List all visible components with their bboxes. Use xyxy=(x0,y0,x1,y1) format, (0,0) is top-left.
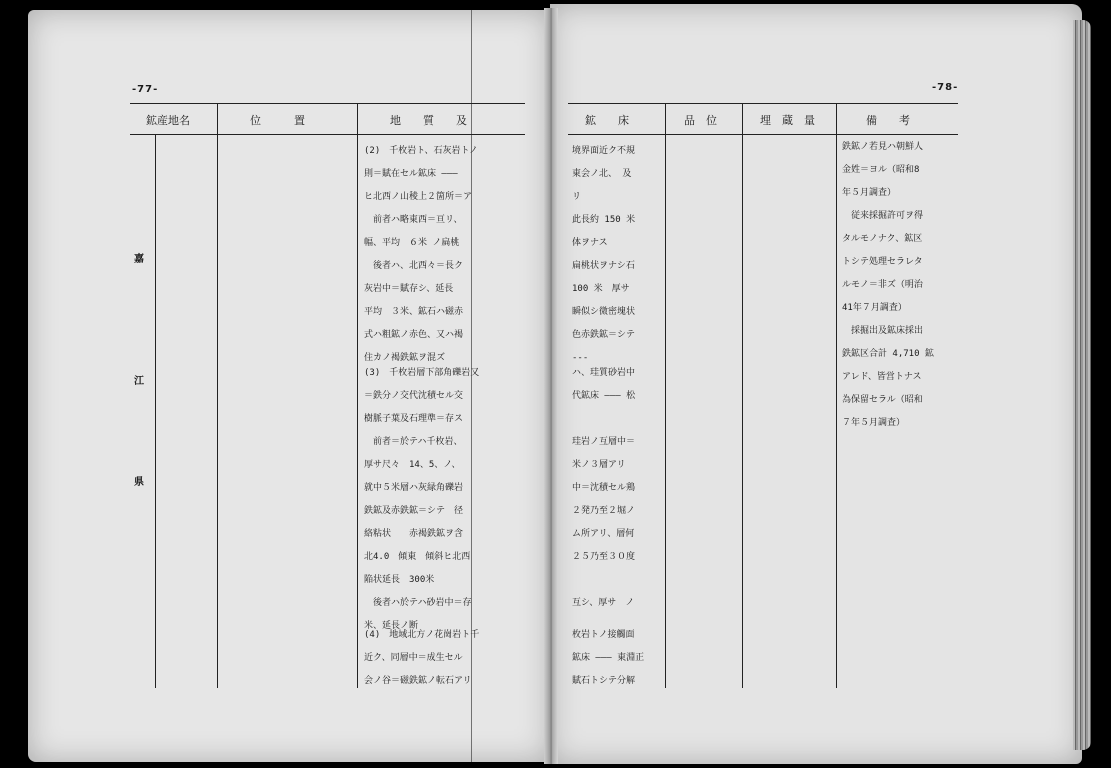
left-locality-divider xyxy=(155,134,156,688)
right-col-divider-2 xyxy=(742,103,743,688)
right-header-grade: 品 位 xyxy=(684,114,717,127)
left-page-number: -77- xyxy=(132,84,159,95)
left-header-locality: 鉱産地名 xyxy=(146,114,190,127)
geology-paragraph-4: (4) 地域北方ノ花崗岩ト千 近ク、同層中＝成生セル 会ノ谷＝磁鉄鉱ノ転石アリ xyxy=(364,630,480,686)
right-page-number: -78- xyxy=(932,82,959,93)
deposit-paragraph-3: 枚岩トノ接觸面 鉱床 ——— 東淵正 賦石トシテ分解 xyxy=(572,630,645,686)
right-col-divider-3 xyxy=(836,103,837,688)
left-col-divider-1 xyxy=(217,103,218,688)
deposit-paragraph-1: 境界面近ク不規 東会ノ北、 及 リ 此長約 150 米 体ヲナス 扁桃状ヲナシ石 100 米 厚サ 瞬似シ微密塊状 色赤鉄鉱＝シテ --- xyxy=(572,146,636,363)
geology-paragraph-2: (2) 千枚岩ト、石灰岩トノ 則＝賦在セル鉱床 ——— ヒ北西ノ山稜上２箇所＝ア 前者ハ略東西＝亘リ、 幅、平均 ６米 ノ扁桃 後者ハ、北西々＝長ク 灰岩中＝賦存シ、延長 平均 ３米、鉱石ハ磁赤 式ハ粗鉱ノ赤色、又ハ褐 住カノ褐鉄鉱ヲ混ズ xyxy=(364,146,478,363)
locality-char-1: 嘉 xyxy=(134,254,144,265)
page-edges xyxy=(1073,20,1091,750)
left-table-header-rule xyxy=(130,134,525,135)
right-header-reserves: 埋 蔵 量 xyxy=(760,114,815,127)
locality-char-3: 県 xyxy=(134,477,144,488)
geology-paragraph-3: (3) 千枚岩層下部角礫岩又 ＝鉄分ノ交代沈積セル交 樹脈子葉及石理準＝存ス 前者＝於テハ千枚岩、 厚サ尺々 14、5、ノ、 就中５米層ハ灰緑角礫岩 鉄鉱及赤鉄鉱＝シテ 径 絡粘状 赤褐鉄鉱ヲ含 北4.0 傾東 傾斜ヒ北西 陥状延長 300米 後者ハ於テハ砂岩中＝存 米、延長ノ断 xyxy=(364,368,480,631)
left-col-divider-2 xyxy=(357,103,358,688)
book-gutter xyxy=(544,8,558,764)
left-table-top-rule xyxy=(130,103,525,104)
left-header-geology: 地 質 及 xyxy=(390,114,467,127)
remarks-text: 鉄鉱ノ若見ハ朝鮮人 金姓＝ヨル（昭和8 年５月調査） 従来採掘許可ヲ得 タルモノナク、鉱区 トシテ処理セラレタ ルモノ＝非ズ（明治 41年７月調査） 採掘出及鉱床採出 鉄鉱区合計 4,710 鉱 アレド、皆営トナス 為保留セラル（昭和 ７年５月調査） xyxy=(842,142,934,428)
locality-char-2: 江 xyxy=(134,376,144,387)
right-header-remarks: 備 考 xyxy=(866,114,910,127)
deposit-paragraph-2: ハ、珪質砂岩中 代鉱床 ——— 松 珪岩ノ互層中＝ 米ノ３層アリ 中＝沈積セル鶏 ２発乃至２堀ノ ム所アリ、層何 ２５乃至３０度 互シ、厚サ ノ xyxy=(572,368,636,608)
right-col-divider-1 xyxy=(665,103,666,688)
right-table-top-rule xyxy=(568,103,958,104)
right-header-deposit: 鉱 床 xyxy=(585,114,629,127)
right-table-header-rule xyxy=(568,134,958,135)
left-header-position: 位 置 xyxy=(250,114,305,127)
